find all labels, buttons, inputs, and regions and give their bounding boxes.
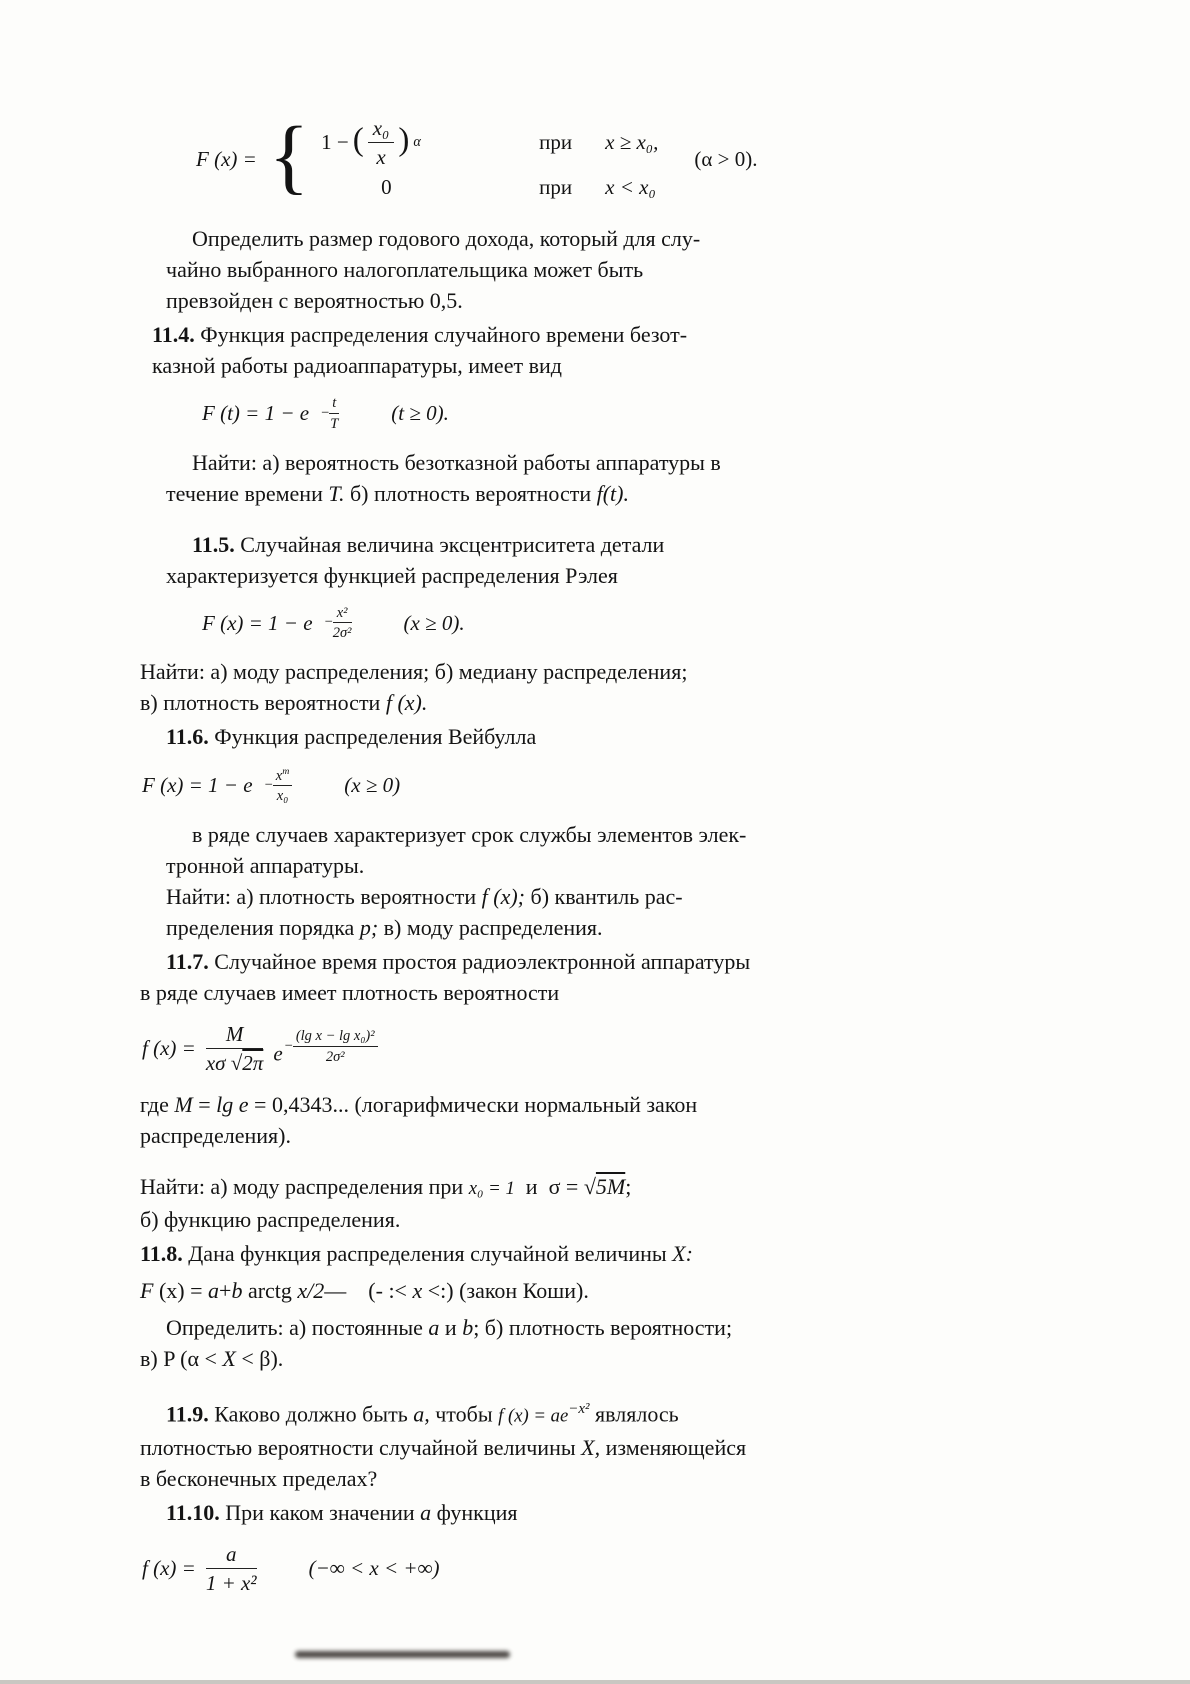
close-paren: ) xyxy=(398,122,410,159)
numerator: x² xyxy=(333,605,352,624)
minus-sign: − xyxy=(324,614,333,631)
scan-artifact-smudge xyxy=(295,1651,510,1658)
domain-condition: (−∞ < x < +∞) xyxy=(308,1555,440,1580)
exponent xyxy=(325,605,352,642)
formula-lhs: F (t) = 1 − e xyxy=(202,401,310,426)
e-with-exponent xyxy=(273,1028,377,1070)
numerator: a xyxy=(206,1542,257,1569)
case-1-prefix: 1 − xyxy=(321,130,349,155)
numerator: x₀ xyxy=(368,116,395,143)
formula-11-8-cauchy: F (x) = a+b arctg x/2— (- :< x <:) (закон Коши). xyxy=(140,1278,589,1304)
fraction-x0-over-x xyxy=(368,116,395,169)
numerator xyxy=(273,766,293,787)
case-row-2 xyxy=(321,172,658,203)
case-row-1 xyxy=(321,116,658,169)
sqrt-sign: √ xyxy=(230,1051,243,1076)
domain-condition: (x ≥ 0). xyxy=(403,610,465,635)
cases-brace: { xyxy=(268,109,310,203)
problem-11-6-tasks: в ряде случаев характеризует срок службы элементов элек- тронной аппаратуры. Найти: а) плотность вероятности f (x); б) квантиль рас- пределения порядка p; в) моду распределения. xyxy=(166,822,747,941)
formula-11-7-lognormal xyxy=(142,1022,1128,1075)
exponent xyxy=(285,1028,378,1065)
formula-lhs: F (x) = xyxy=(196,147,257,172)
problem-11-7-tasks: Найти: а) моду распределения при x₀ = 1 и σ = √5M; б) функцию распределения. xyxy=(140,1174,632,1233)
formula-11-5-rayleigh xyxy=(202,605,1128,642)
problem-11-7-statement: 11.7. Случайное время простоя радиоэлектронной аппаратуры в ряде случаев имеет плотность вероятности xyxy=(140,949,751,1006)
case-1-condition: x ≥ x₀, xyxy=(605,130,659,155)
cases-rows xyxy=(321,116,658,203)
case-1-expression xyxy=(321,116,539,169)
case-2-condition: x < x₀ xyxy=(605,175,656,200)
fraction-t-over-T xyxy=(329,395,339,432)
minus-sign: − xyxy=(321,404,330,421)
denominator: x xyxy=(376,145,386,170)
scan-edge-shadow xyxy=(0,1680,1190,1684)
problem-11-6-statement: 11.6. Функция распределения Вейбулла xyxy=(166,723,537,749)
denominator-vars: xσ xyxy=(205,1051,231,1076)
case-1-condition-word: при xyxy=(539,130,573,155)
problem-11-4-tasks: Найти: а) вероятность безотказной работы аппаратуры в течение времени T. б) плотность вероятности f(t). xyxy=(166,449,721,506)
numerator: t xyxy=(329,395,339,414)
numerator-exponent: m xyxy=(282,765,290,777)
open-paren: ( xyxy=(352,122,364,159)
problem-11-9-statement: 11.9. Каково должно быть a, чтобы f $(x) = ae^{-x^2}$ являлось плотностью вероятности случайной величины X, изменяющейся в бесконечных пределах? xyxy=(140,1401,747,1491)
minus-sign: − xyxy=(264,776,273,793)
case-2-condition-word: при xyxy=(539,175,573,200)
domain-condition: (x ≥ 0) xyxy=(344,773,401,798)
formula-11-4 xyxy=(202,395,1128,432)
problem-11-8-statement: 11.8. Дана функция распределения случайной величины X: xyxy=(140,1241,693,1267)
formula-lhs: f (x) = xyxy=(142,1036,196,1061)
fraction-lg-expression xyxy=(293,1028,378,1065)
problem-11-10-statement: 11.10. При каком значении a функция xyxy=(166,1499,518,1525)
problem-11-4-statement: 11.4. Функция распределения случайного времени безот- казной работы радиоаппаратуры, имеет вид xyxy=(152,322,688,379)
denominator: 2σ² xyxy=(332,625,352,642)
formula-lhs: F (x) = 1 − e xyxy=(202,610,313,635)
numerator: M xyxy=(206,1022,264,1049)
formula-11-10 xyxy=(142,1542,1128,1595)
denominator xyxy=(206,1049,264,1075)
base-e: e xyxy=(273,1041,283,1066)
denominator: x₀ xyxy=(276,788,289,805)
paragraph-tax-income-task: Определить размер годового дохода, который для слу- чайно выбранного налогоплательщика может быть превзойден с вероятностью 0,5. xyxy=(166,226,701,314)
problem-11-5-statement: 11.5. Случайная величина эксцентриситета детали характеризуется функцией распределения Рэлея xyxy=(166,531,665,588)
fraction-M-over-xsigma-sqrt2pi xyxy=(206,1022,264,1075)
fraction-xm-over-x0 xyxy=(273,766,293,805)
minus-sign: − xyxy=(284,1037,293,1054)
denominator: 2σ² xyxy=(325,1048,345,1065)
case-2-value: 0 xyxy=(381,175,392,200)
problem-11-7-note: где M = lg e = 0,4343... (логарифмически нормальный закон распределения). xyxy=(140,1092,698,1149)
exponent xyxy=(321,395,339,432)
exponent xyxy=(265,766,293,805)
numerator: (lg x − lg x₀)² xyxy=(293,1028,378,1047)
domain-condition: (t ≥ 0). xyxy=(391,401,449,426)
denominator: T xyxy=(330,415,339,432)
radicand: 2π xyxy=(242,1051,264,1076)
formula-pareto-distribution xyxy=(196,109,1128,203)
denominator: 1 + x² xyxy=(205,1570,257,1595)
alpha-constraint-note: (α > 0). xyxy=(694,147,758,172)
fraction-a-over-1plusx2 xyxy=(206,1542,257,1595)
numerator-base: x xyxy=(275,767,283,784)
exponent-alpha: α xyxy=(413,134,421,151)
formula-lhs: f (x) = xyxy=(142,1555,196,1580)
fraction-x2-over-2sigma2 xyxy=(333,605,352,642)
problem-11-5-tasks: Найти: а) моду распределения; б) медиану распределения; в) плотность вероятности f (x). xyxy=(140,658,688,715)
problem-11-8-tasks: Определить: а) постоянные a и b; б) плотность вероятности; в) P (α < X < β). xyxy=(140,1315,733,1372)
formula-lhs: F (x) = 1 − e xyxy=(142,773,253,798)
page-content xyxy=(138,110,1128,1609)
formula-11-6-weibull xyxy=(142,766,1128,805)
